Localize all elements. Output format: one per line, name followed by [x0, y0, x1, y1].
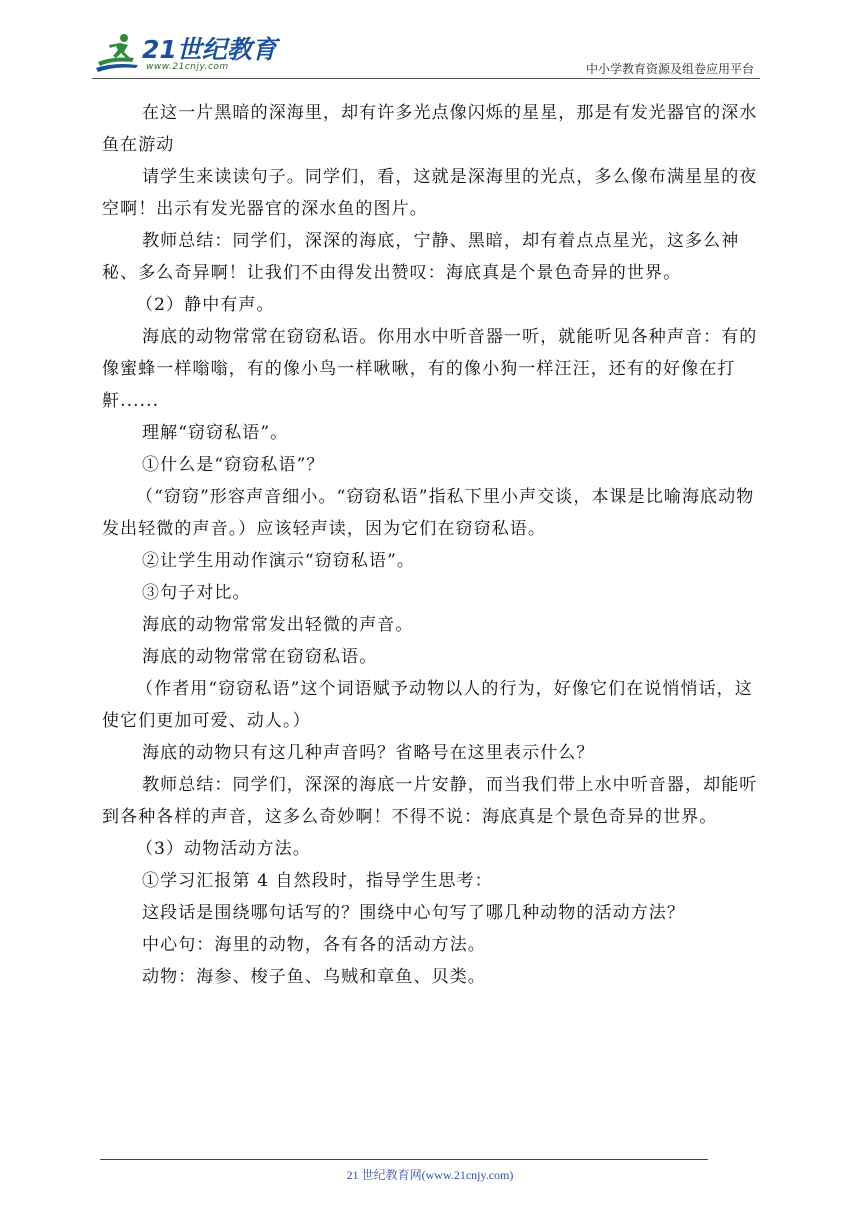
paragraph: ②让学生用动作演示“窃窃私语”。 — [142, 551, 415, 571]
page-header — [92, 28, 760, 80]
site-logo[interactable] — [92, 28, 292, 78]
paragraph: ③句子对比。 — [142, 583, 251, 603]
paragraph: 请学生来读读句子。同学们，看，这就是深海里的光点，多么像布满星星的夜空啊！出示有发光器官的深水鱼的图片。 — [102, 167, 758, 219]
logo-url: www.21cnjy.com — [146, 62, 229, 72]
paragraph: ①学习汇报第 4 自然段时，指导学生思考： — [142, 871, 493, 891]
paragraph: （作者用“窃窃私语”这个词语赋予动物以人的行为，好像它们在说悄悄话，这使它们更加可爱、动人。） — [102, 679, 753, 731]
header-divider — [92, 78, 760, 79]
paragraph: 海底的动物只有这几种声音吗？省略号在这里表示什么？ — [142, 743, 595, 763]
paragraph: 在这一片黑暗的深海里，却有许多光点像闪烁的星星，那是有发光器官的深水鱼在游动 — [102, 103, 758, 155]
paragraph: 动物：海参、梭子鱼、乌贼和章鱼、贝类。 — [142, 967, 486, 987]
paragraph: 这段话是围绕哪句话写的？围绕中心句写了哪几种动物的活动方法？ — [142, 903, 685, 923]
document-body — [102, 97, 762, 993]
paragraph: （“窃窃”形容声音细小。“窃窃私语”指私下里小声交谈，本课是比喻海底动物发出轻微的声音。）应该轻声读，因为它们在窃窃私语。 — [102, 487, 755, 539]
paragraph: ①什么是“窃窃私语”？ — [142, 455, 325, 475]
paragraph: 海底的动物常常发出轻微的声音。 — [142, 615, 414, 635]
logo-title: 21世纪教育 — [142, 35, 277, 64]
paragraph: 教师总结：同学们，深深的海底，宁静、黑暗，却有着点点星光，这多么神秘、多么奇异啊！让我们不由得发出赞叹：海底真是个景色奇异的世界。 — [102, 231, 740, 283]
paragraph: 理解“窃窃私语”。 — [142, 423, 289, 443]
paragraph: 中心句：海里的动物，各有各的活动方法。 — [142, 935, 486, 955]
paragraph: 教师总结：同学们，深深的海底一片安静，而当我们带上水中听音器，却能听到各种各样的声音，这多么奇妙啊！不得不说：海底真是个景色奇异的世界。 — [102, 775, 758, 827]
platform-title: 中小学教育资源及组卷应用平台 — [585, 62, 754, 76]
paragraph: 海底的动物常常在窃窃私语。你用水中听音器一听，就能听见各种声音：有的像蜜蜂一样嗡嗡，有的像小鸟一样啾啾，有的像小狗一样汪汪，还有的好像在打鼾...... — [102, 327, 758, 411]
section-heading: （3）动物活动方法。 — [136, 839, 311, 859]
footer-divider — [100, 1159, 708, 1160]
section-heading: （2）静中有声。 — [136, 295, 275, 315]
runner-logo-icon — [94, 32, 140, 74]
paragraph: 海底的动物常常在窃窃私语。 — [142, 647, 378, 667]
page-footer[interactable]: 21 世纪教育网(www.21cnjy.com) — [346, 1168, 514, 1182]
